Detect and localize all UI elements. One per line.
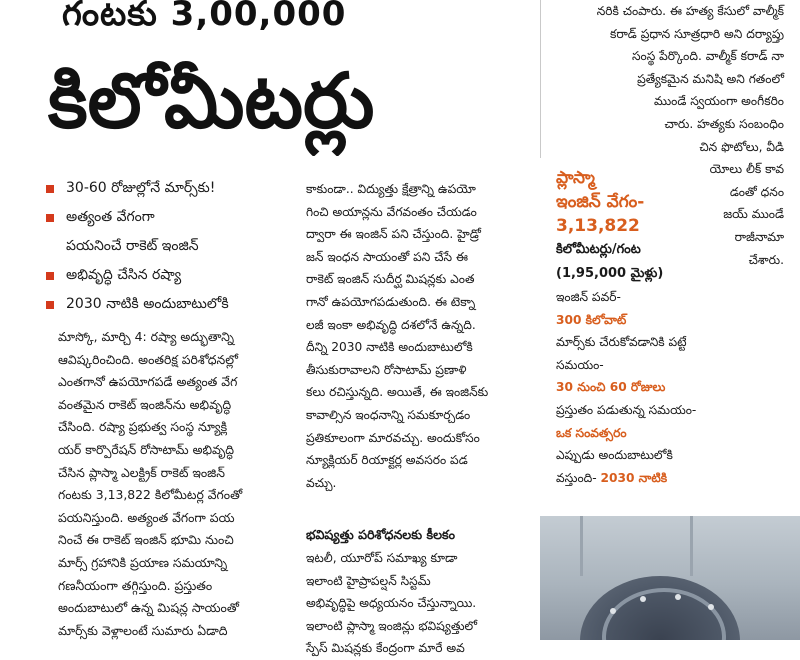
text-line: గణనీయంగా తగ్గిస్తుంది. ప్రస్తుతం [58,577,213,593]
infobox-speed: 3,13,822 [556,216,640,236]
bullet-item: అభివృద్ధి చేసిన రష్యా [44,261,294,290]
text-line: యోలు లీక్ కావ [709,162,784,177]
text-line: కలు రచిస్తున్నది. అయితే, ఈ ఇంజిన్‌కు [306,385,489,400]
text-line: కరాడ్ ప్రధాన సూత్రధారి అని దర్యాప్తు [610,26,784,41]
infobox-miles: (1,95,000 మైళ్లు) [556,266,664,281]
text-line: కాకుండా.. విద్యుత్తు క్షేత్రాన్ని ఉపయో [306,182,476,196]
column-divider [540,0,541,158]
text-line: ప్రత్యేకమైన మనిషి అని గతంలో [637,71,784,86]
article-column-left [58,326,293,642]
bullet-item: అత్యంత వేగంగా [44,203,294,232]
text-line: మాస్కో, మార్చి 4: రష్యా అద్భుతాన్ని [58,329,234,344]
infobox-mars-time-label: మార్స్‌కు చేరుకోవడానికి పట్టే [556,335,687,350]
text-line: ఇటలీ, యూరోప్ సమాఖ్య కూడా [306,550,458,565]
infobox-available-line [556,467,731,490]
infobox-available-label: ఎప్పుడు అందుబాటులోకి [556,448,673,463]
text-line: ఇలాంటి హైప్రాపల్షన్ సిస్టమ్ [306,573,431,588]
text-line: చారు. హత్యకు సంబంధిం [664,116,784,131]
infobox-power-label: ఇంజిన్ పవర్- [556,290,621,304]
text-line: తీసుకురావాలని రోసాటామ్ ప్రణాళి [306,362,467,377]
bullet-list [44,174,294,319]
text-line: చేశారు. [748,252,784,267]
text-line: గంటకు 3,13,822 కిలోమీటర్ల వేగంతో [58,487,243,503]
bolt [610,608,616,614]
infobox-available-value: 2030 నాటికి [600,470,668,485]
infobox-title-2: ఇంజిన్ వేగం- [556,192,645,212]
headline-line2: కిలోమీటర్లు [48,56,375,145]
text-line: ప్రతికూలంగా మారవచ్చు. అందుకోసం [306,430,480,445]
engine-info-box [556,166,731,489]
article-column-middle [306,178,531,660]
text-line: గానో ఉపయోగపడుతుంది. ఈ టెక్నా [306,294,476,309]
infobox-available-label-2: వస్తుంది- [556,470,597,485]
text-line: లజీ ఇంకా అభివృద్ధి దశలోనే ఉన్నది. [306,317,476,332]
text-line: కావాల్సిన ఇంధనాన్ని సమకూర్చడం [306,407,471,422]
text-line: నించే ఈ రాకెట్ ఇంజిన్ భూమి నుంచి [58,532,234,548]
text-line: సంస్థ పేర్కొంది. వాల్మీక్ కరాడ్ నా [631,49,784,64]
infobox-mars-time-value: 30 నుంచి 60 రోజులు [556,380,666,395]
text-line: ద్వారా ఈ ఇంజిన్ పని చేస్తుంది. హైడ్రో [306,227,481,242]
text-line: అందుబాటులో ఉన్న మిషన్ల సాయంతో [58,600,239,616]
text-line: డంతో ధనం [729,184,784,199]
text-line: గించి అయాన్లను వేగవంతం చేయడం [306,204,477,219]
headline-line1: గంటకు 3,00,000 [62,0,347,34]
bolt [675,594,681,600]
text-line: నరికి చంపారు. ఈ హత్య కేసులో వాల్మీక్ [596,4,784,18]
text-line: పయనిస్తుంది. అత్యంత వేగంగా పయ [58,509,235,525]
text-line: జయ్ ముండే [723,207,784,222]
infobox-power-value: 300 కిలోవాట్ [556,312,627,327]
photo-beam [580,516,583,576]
text-line: ముండే స్వయంగా అంగీకరిం [654,94,784,109]
text-line: వంతమైన రాకెట్ ఇంజిన్‌ను అభివృద్ధి [58,396,232,412]
infobox-unit: కిలోమీటర్లు/గంట [556,242,641,257]
text-line: చిన ఫొటోలు, వీడి [699,139,784,154]
text-line: యర్ కార్పొరేషన్ రోసాటామ్ అభివృద్ధి [58,441,234,457]
text-line: ఇలాంటి ప్లాస్మా ఇంజిన్లు భవిష్యత్తులో [306,618,478,633]
text-line: స్పేస్ మిషన్లకు కేంద్రంగా మారే అవ [306,641,465,656]
text-line: ఆవిష్కరించింది. అంతరిక్ష పరిశోధనల్లో [58,351,238,367]
infobox-mars-time-label-2: సమయం- [556,357,604,372]
text-line: జన్ ఇంధన సాయంతో పని చేసే ఈ [306,249,469,264]
text-line: మార్స్ గ్రహానికి ప్రయాణ సమయాన్ని [58,554,228,570]
infobox-current-value: ఒక సంవత్సరం [556,425,627,440]
bolt [640,596,646,602]
text-line: అభివృద్ధిపై అధ్యయనం చేస్తున్నాయి. [306,596,477,611]
text-line: చేసిన ప్లాస్మా ఎలక్ట్రిక్ రాకెట్ ఇంజిన్ [58,464,225,480]
text-line: మార్స్‌కు వెళ్లాలంటే సుమారు ఏడాది [58,622,228,638]
text-line: దీన్ని 2030 నాటికి అందుబాటులోకి [306,340,473,355]
infobox-title-1: ప్లాస్మా [556,168,595,188]
text-line: రాకెట్ ఇంజిన్ సుదీర్ఘ మిషన్లకు ఎంత [306,272,475,287]
text-line: చేసింది. రష్యా ప్రభుత్వ సంస్థ న్యూక్లి [58,419,228,435]
text-line: వచ్చు. [306,475,337,490]
bullet-item: 2030 నాటికి అందుబాటులోకి [44,290,294,319]
engine-photo [540,516,800,640]
bolt [708,604,714,610]
bullet-item-continued: పయనించే రాకెట్ ఇంజిన్ [66,238,199,254]
subheading: భవిష్యత్తు పరిశోధనలకు కీలకం [306,527,456,543]
text-line: రాజీనామా [734,229,784,244]
bullet-item: 30-60 రోజుల్లోనే మార్స్‌కు! [44,174,294,203]
infobox-current-label: ప్రస్తుతం పడుతున్న సమయం- [556,402,697,417]
photo-beam [690,516,693,576]
text-line: న్యూక్లియర్ రియాక్టర్ల అవసరం పడ [306,453,468,468]
text-line: ఎంతగానో ఉపయోగపడే అత్యంత వేగ [58,374,238,390]
